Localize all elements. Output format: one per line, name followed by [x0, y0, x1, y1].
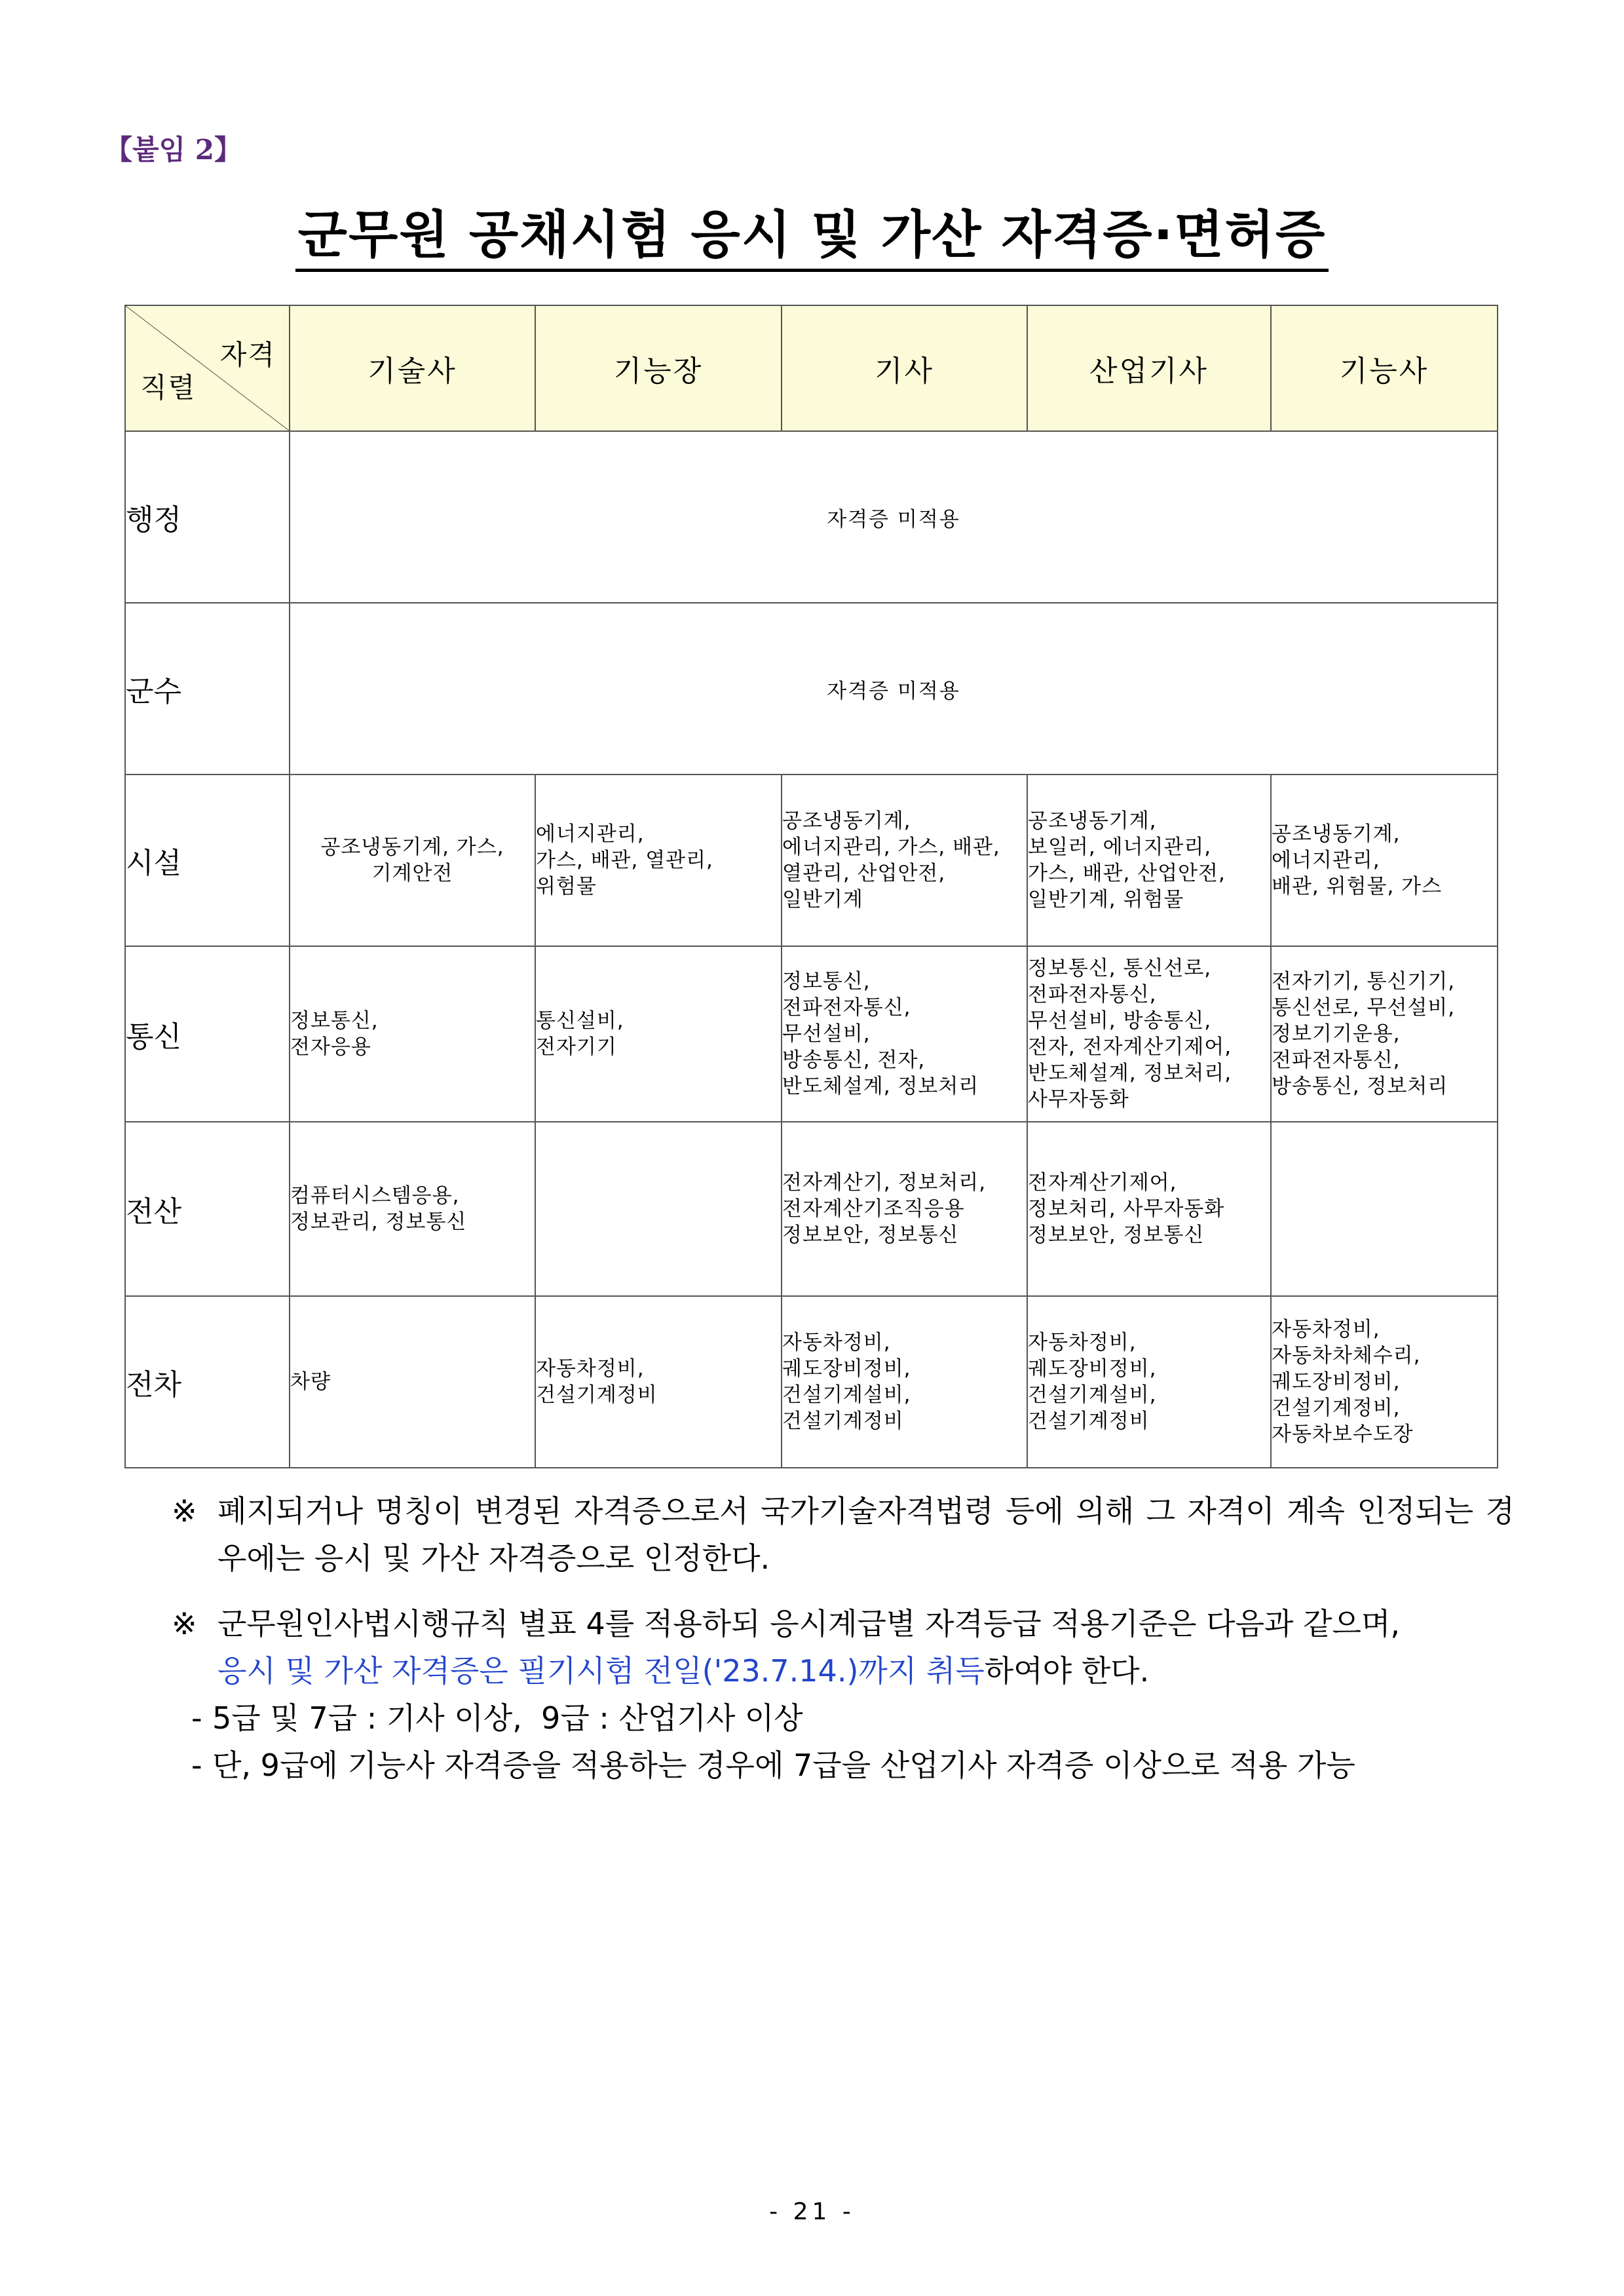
row-header: 행정: [125, 431, 290, 603]
corner-cell: [125, 305, 290, 431]
table-cell: 자동차정비, 자동차차체수리, 궤도장비정비, 건설기계정비, 자동차보수도장: [1271, 1296, 1498, 1468]
table-cell: 공조냉동기계, 에너지관리, 가스, 배관, 열관리, 산업안전, 일반기계: [782, 775, 1027, 946]
table-cell: 공조냉동기계, 에너지관리, 배관, 위험물, 가스: [1271, 775, 1498, 946]
notes-section: [172, 1487, 1515, 1789]
table-cell: 차량: [290, 1296, 535, 1468]
table-cell: 전자계산기제어, 정보처리, 사무자동화 정보보안, 정보통신: [1027, 1122, 1271, 1296]
table-cell: 자동차정비, 건설기계정비: [535, 1296, 782, 1468]
note-text: 군무원인사법시행규칙 별표 4를 적용하되 응시계급별 자격등급 적용기준은 다음과 같으며,: [217, 1606, 1400, 1641]
table-cell: 공조냉동기계, 가스, 기계안전: [290, 775, 535, 946]
row-header: 전차: [125, 1296, 290, 1468]
note-mark: ※: [172, 1606, 197, 1641]
column-header: 기사: [782, 305, 1027, 431]
note-highlight: 응시 및 가산 자격증은 필기시험 전일('23.7.14.)까지 취득: [217, 1653, 985, 1689]
merged-cell: 자격증 미적용: [290, 431, 1498, 603]
table-row: [125, 431, 1498, 603]
table-row: [125, 603, 1498, 775]
table-cell: 자동차정비, 궤도장비정비, 건설기계설비, 건설기계정비: [782, 1296, 1027, 1468]
table-cell: 자동차정비, 궤도장비정비, 건설기계설비, 건설기계정비: [1027, 1296, 1271, 1468]
dash-text: 5급 및 7급 : 기사 이상, 9급 : 산업기사 이상: [212, 1700, 803, 1736]
certificate-table: [124, 305, 1498, 1468]
table-cell: 정보통신, 전파전자통신, 무선설비, 방송통신, 전자, 반도체설계, 정보처리: [782, 946, 1027, 1122]
dash-item: [172, 1694, 1515, 1742]
table-cell: 정보통신, 통신선로, 전파전자통신, 무선설비, 방송통신, 전자, 전자계산기제어, 반도체설계, 정보처리, 사무자동화: [1027, 946, 1271, 1122]
dash-mark: -: [191, 1700, 202, 1736]
dash-mark: -: [191, 1748, 202, 1783]
note-text: 폐지되거나 명칭이 변경된 자격증으로서 국가기술자격법령 등에 의해 그 자격이 계속 인정되는 경우에는 응시 및 가산 자격증으로 인정한다.: [217, 1493, 1515, 1576]
table-row: [125, 946, 1498, 1122]
note-mark: ※: [172, 1493, 197, 1529]
merged-cell: 자격증 미적용: [290, 603, 1498, 775]
page-title: 군무원 공채시험 응시 및 가산 자격증·면허증: [295, 206, 1329, 272]
table-row: [125, 1122, 1498, 1296]
dash-text: 단, 9급에 기능사 자격증을 적용하는 경우에 7급을 산업기사 자격증 이상으로 적용 가능: [212, 1748, 1355, 1783]
row-header: 시설: [125, 775, 290, 946]
page-number: - 21 -: [769, 2198, 855, 2225]
table-cell: 에너지관리, 가스, 배관, 열관리, 위험물: [535, 775, 782, 946]
table-cell: 정보통신, 전자응용: [290, 946, 535, 1122]
table-cell: 전자계산기, 정보처리, 전자계산기조직응용 정보보안, 정보통신: [782, 1122, 1027, 1296]
column-header: 산업기사: [1027, 305, 1271, 431]
column-header: 기능사: [1271, 305, 1498, 431]
row-header: 전산: [125, 1122, 290, 1296]
corner-top-label: 자격: [219, 339, 276, 371]
column-header: 기능장: [535, 305, 782, 431]
table-cell: 전자기기, 통신기기, 통신선로, 무선설비, 정보기기운용, 전파전자통신, 방송통신, 정보처리: [1271, 946, 1498, 1122]
note-text-tail: 하여야 한다.: [984, 1653, 1150, 1689]
row-header: 통신: [125, 946, 290, 1122]
table-cell: [535, 1122, 782, 1296]
row-header: 군수: [125, 603, 290, 775]
table-cell: 컴퓨터시스템응용, 정보관리, 정보통신: [290, 1122, 535, 1296]
note-item: [172, 1487, 1515, 1582]
note-item: [172, 1600, 1515, 1694]
table-header-row: [125, 305, 1498, 431]
page-title-wrap: [0, 194, 1624, 267]
column-header: 기술사: [290, 305, 535, 431]
corner-bottom-label: 직렬: [140, 372, 197, 404]
table-row: [125, 775, 1498, 946]
table-row: [125, 1296, 1498, 1468]
table-cell: 통신설비, 전자기기: [535, 946, 782, 1122]
table-cell: [1271, 1122, 1498, 1296]
attachment-label: 【붙임 2】: [105, 134, 242, 166]
dash-item: [172, 1742, 1515, 1789]
table-cell: 공조냉동기계, 보일러, 에너지관리, 가스, 배관, 산업안전, 일반기계, 위험물: [1027, 775, 1271, 946]
